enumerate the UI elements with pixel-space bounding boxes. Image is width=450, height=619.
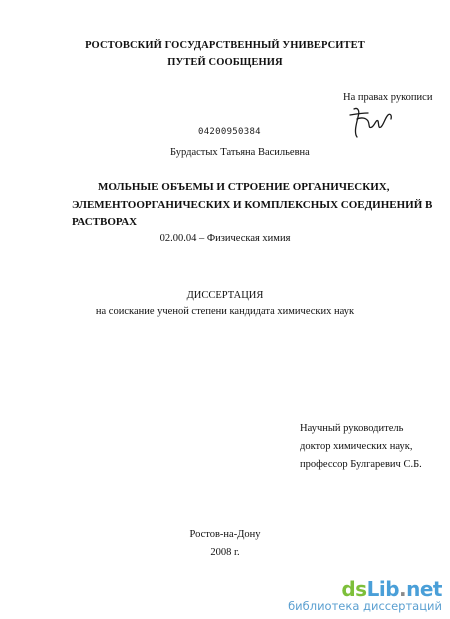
- rights-note: На правах рукописи: [343, 92, 433, 103]
- city: Ростов-на-Дону: [189, 529, 261, 540]
- dslib-watermark: [288, 579, 442, 613]
- watermark-lib: Lib: [366, 577, 400, 601]
- watermark-ds: ds: [341, 577, 367, 601]
- handwritten-signature: [348, 103, 398, 141]
- author-name: Бурдастых Татьяна Васильевна: [170, 147, 310, 158]
- specialty: 02.00.04 – Физическая химия: [159, 233, 291, 244]
- degree-line: на соискание ученой степени кандидата химических наук: [95, 306, 355, 317]
- supervisor-degree: доктор химических наук,: [300, 441, 413, 452]
- watermark-dot: .: [399, 577, 407, 601]
- university-name-line1: РОСТОВСКИЙ ГОСУДАРСТВЕННЫЙ УНИВЕРСИТЕТ: [85, 40, 365, 51]
- supervisor-name: профессор Булгаревич С.Б.: [300, 459, 422, 470]
- year: 2008 г.: [210, 547, 240, 558]
- dissertation-title-line1: МОЛЬНЫЕ ОБЪЕМЫ И СТРОЕНИЕ ОРГАНИЧЕСКИХ,: [98, 181, 390, 193]
- watermark-subtitle: библиотека диссертаций: [288, 599, 442, 613]
- document-type: ДИССЕРТАЦИЯ: [186, 290, 264, 301]
- dissertation-title-line3: РАСТВОРАХ: [72, 216, 138, 228]
- dissertation-title-line2: ЭЛЕМЕНТООРГАНИЧЕСКИХ И КОМПЛЕКСНЫХ СОЕДИНЕНИЙ В: [72, 199, 433, 211]
- library-stamp-code: 04200950384: [198, 127, 261, 137]
- watermark-net: net: [406, 577, 442, 601]
- university-name-line2: ПУТЕЙ СООБЩЕНИЯ: [167, 57, 283, 68]
- supervisor-label: Научный руководитель: [300, 423, 404, 434]
- dslib-logo-text: [288, 579, 442, 599]
